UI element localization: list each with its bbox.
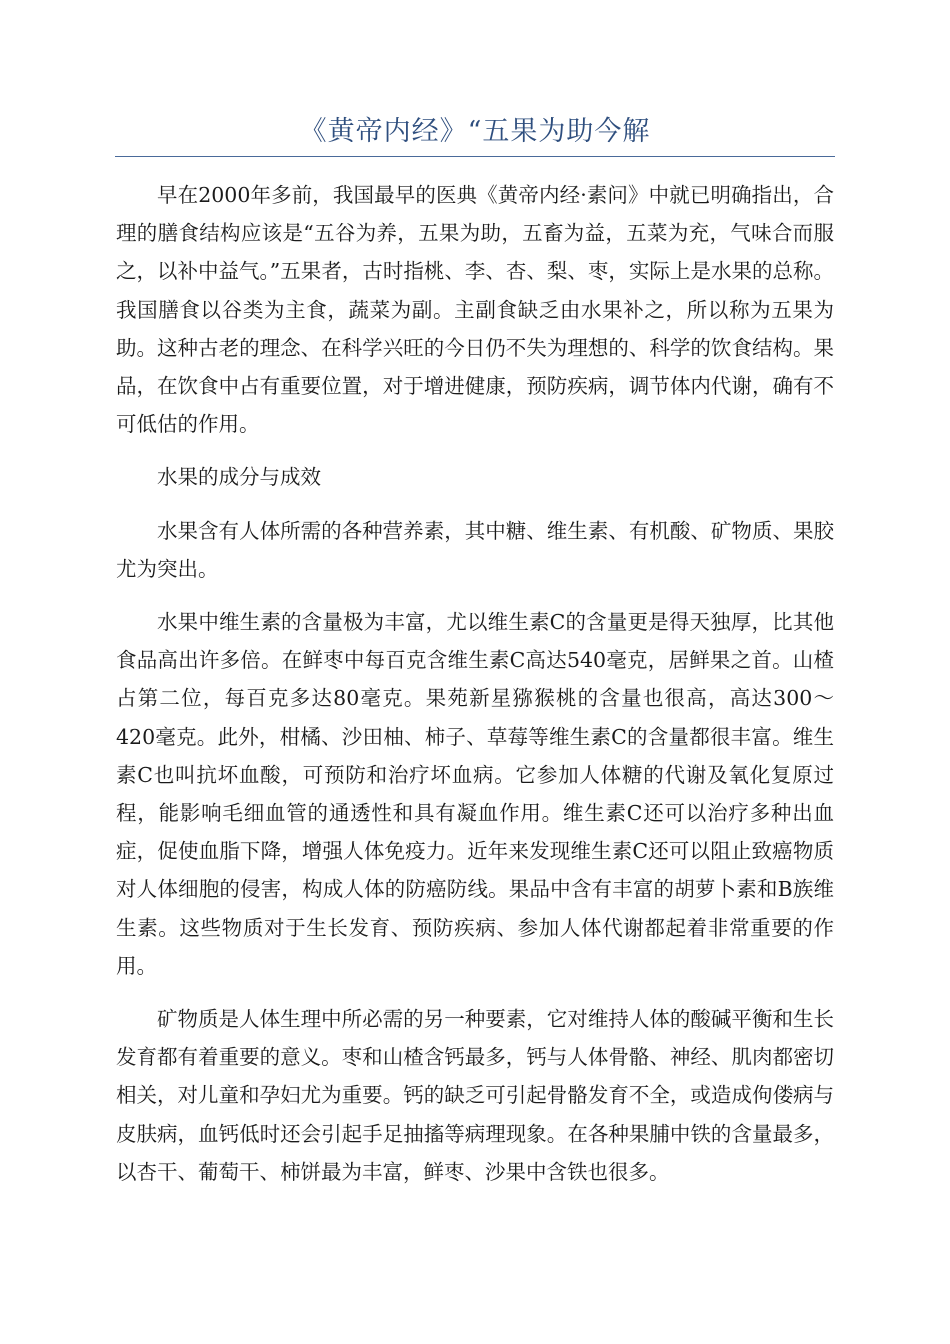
paragraph-nutrients: 水果含有人体所需的各种营养素，其中糖、维生素、有机酸、矿物质、果胶尤为突出。 xyxy=(116,518,834,581)
title-block xyxy=(115,110,835,157)
document-body xyxy=(116,176,834,1206)
paragraph-intro: 早在2000年多前，我国最早的医典《黄帝内经·素问》中就已明确指出，合理的膳食结构应该是“五谷为养，五果为助，五畜为益，五菜为充，气味合而服之，以补中益气。”五果者，古时指桃、李、杏、梨、枣，实际上是水果的总称。我国膳食以谷类为主食，蔬菜为副。主副食缺乏由水果补之，所以称为五果为助。这种古老的理念、在科学兴旺的今日仍不失为理想的、科学的饮食结构。果品，在饮食中占有重要位置，对于增进健康，预防疾病，调节体内代谢，确有不可低估的作用。 xyxy=(116,183,834,437)
paragraph-vitamins: 水果中维生素的含量极为丰富，尤以维生素C的含量更是得天独厚，比其他食品高出许多倍。在鲜枣中每百克含维生素C高达540毫克，居鲜果之首。山楂占第二位，每百克多达80毫克。果苑新星猕猴桃的含量也很高，高达300～420毫克。此外，柑橘、沙田柚、柿子、草莓等维生素C的含量都很丰富。维生素C也叫抗坏血酸，可预防和治疗坏血病。它参加人体糖的代谢及氧化复原过程，能影响毛细血管的通透性和具有凝血作用。维生素C还可以治疗多种出血症，促使血脂下降，增强人体免疫力。近年来发现维生素C还可以阻止致癌物质对人体细胞的侵害，构成人体的防癌防线。果品中含有丰富的胡萝卜素和B族维生素。这些物质对于生长发育、预防疾病、参加人体代谢都起着非常重要的作用。 xyxy=(116,610,834,978)
document-title: 《黄帝内经》“五果为助今解 xyxy=(299,116,651,147)
paragraph-minerals: 矿物质是人体生理中所必需的另一种要素，它对维持人体的酸碱平衡和生长发育都有着重要的意义。枣和山楂含钙最多，钙与人体骨骼、神经、肌肉都密切相关，对儿童和孕妇尤为重要。钙的缺乏可引起骨骼发育不全，或造成佝偻病与皮肤病，血钙低时还会引起手足抽搐等病理现象。在各种果脯中铁的含量最多，以杏干、葡萄干、柿饼最为丰富，鲜枣、沙果中含铁也很多。 xyxy=(116,1007,834,1184)
section-heading: 水果的成分与成效 xyxy=(157,465,321,490)
